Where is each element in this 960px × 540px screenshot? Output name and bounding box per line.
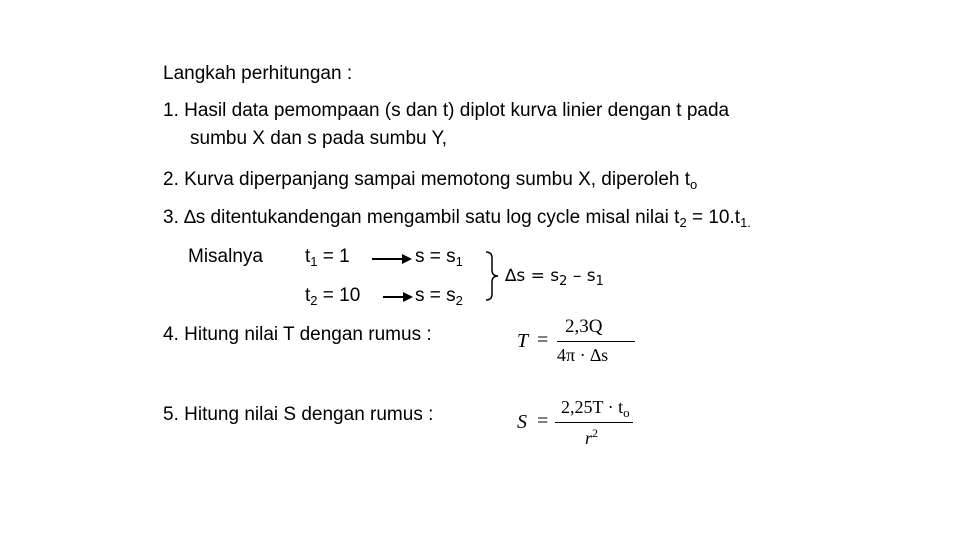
example-row-2-s-text: s = s [415, 285, 456, 306]
step-3-text: 3. ∆s ditentukandengan mengambil satu log cycle misal nilai t [163, 207, 680, 228]
example-row-2-t [305, 285, 360, 307]
example-row-2-t-sub: 2 [310, 293, 318, 308]
example-row-2-s [415, 285, 463, 307]
delta-s-sub-1: 1 [595, 274, 604, 289]
step-2 [163, 169, 697, 191]
step-1-line-2: sumbu X dan s pada sumbu Y, [190, 128, 448, 149]
formula-t-fraction-line [557, 341, 635, 342]
example-row-2-t-value: = 10 [317, 285, 361, 306]
formula-s-numerator-text: 2,25T · t [561, 397, 624, 417]
formula-s-denominator [585, 426, 598, 449]
formula-t-lhs: T [517, 330, 529, 352]
example-row-1-s-sub: 1 [455, 254, 463, 269]
formula-s-numerator-sub: o [623, 405, 630, 420]
step-1-line-1: 1. Hasil data pemompaan (s dan t) diplot kurva linier dengan t pada [163, 100, 730, 121]
step-5: 5. Hitung nilai S dengan rumus : [163, 404, 434, 425]
formula-s [515, 396, 645, 451]
example-row-1-t [305, 246, 350, 268]
formula-s-denominator-text: r [585, 428, 593, 448]
example-row-2-t-var: t [305, 285, 311, 306]
step-2-sub: o [690, 177, 698, 192]
formula-t-numerator: 2,3Q [565, 316, 603, 337]
example-row-1-t-var: t [305, 246, 311, 267]
arrow-right-icon [372, 253, 412, 265]
step-3 [163, 207, 751, 229]
delta-s-text: ∆s = s [505, 266, 560, 286]
step-3-sub: 2 [679, 215, 687, 230]
example-row-1-t-sub: 1 [310, 254, 318, 269]
formula-t-denominator: 4π · ∆s [557, 345, 609, 365]
delta-s-sub-2: 2 [559, 274, 568, 289]
delta-s-mid: – s [567, 266, 596, 286]
example-row-2-s-sub: 2 [455, 293, 463, 308]
example-row-1-s-text: s = s [415, 246, 456, 267]
formula-s-lhs: S [517, 411, 527, 433]
step-3-tail-sub: 1. [740, 215, 751, 230]
formula-s-denominator-sup: 2 [592, 426, 599, 440]
step-3-tail: = 10.t [686, 207, 741, 228]
step-2-text: 2. Kurva diperpanjang sampai memotong sumbu X, diperoleh t [163, 169, 691, 190]
right-brace-icon [484, 250, 502, 302]
step-4: 4. Hitung nilai T dengan rumus : [163, 324, 432, 345]
formula-s-eq: = [537, 410, 549, 432]
page-title: Langkah perhitungan : [163, 63, 353, 84]
formula-t [515, 316, 645, 368]
formula-s-fraction-line [555, 422, 633, 423]
example-row-1-t-value: = 1 [317, 246, 350, 267]
arrow-right-icon [383, 291, 413, 303]
formula-t-eq: = [537, 329, 549, 351]
delta-s-definition [505, 266, 604, 289]
formula-s-numerator [561, 397, 630, 418]
example-row-1-s [415, 246, 463, 268]
example-label: Misalnya [188, 246, 263, 267]
